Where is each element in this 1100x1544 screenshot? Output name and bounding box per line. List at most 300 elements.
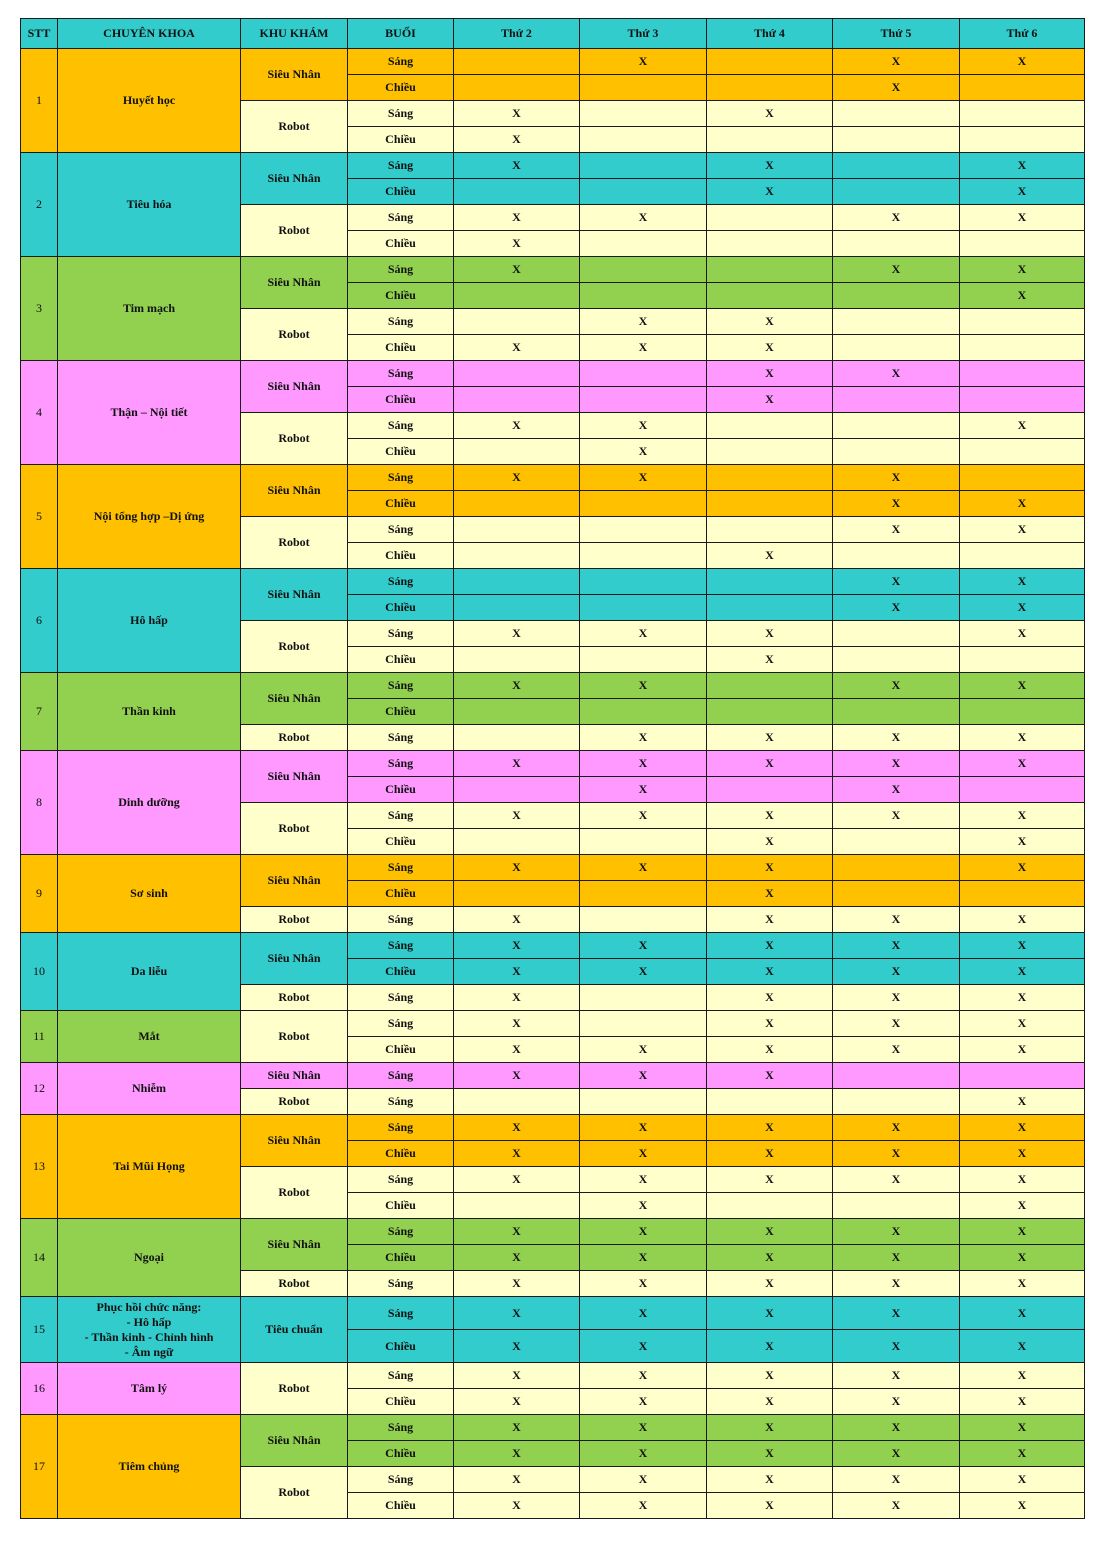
stt-cell: 11: [21, 1011, 58, 1063]
day-mark-cell: X: [580, 855, 707, 881]
day-mark-cell: X: [960, 829, 1085, 855]
specialty-name: Ngoại: [58, 1219, 241, 1297]
session-cell: Sáng: [348, 465, 454, 491]
day-mark-cell: [707, 595, 833, 621]
area-cell: Siêu Nhân: [241, 855, 348, 907]
day-mark-cell: X: [960, 1141, 1085, 1167]
day-mark-cell: X: [833, 569, 960, 595]
day-mark-cell: [960, 647, 1085, 673]
session-cell: Sáng: [348, 1467, 454, 1493]
day-mark-cell: [580, 907, 707, 933]
day-mark-cell: X: [454, 205, 580, 231]
area-cell: Robot: [241, 985, 348, 1011]
day-mark-cell: X: [707, 1271, 833, 1297]
day-mark-cell: X: [960, 621, 1085, 647]
area-cell: Robot: [241, 517, 348, 569]
area-cell: Tiêu chuẩn: [241, 1297, 348, 1363]
day-mark-cell: [454, 777, 580, 803]
day-mark-cell: X: [454, 127, 580, 153]
day-mark-cell: [580, 283, 707, 309]
session-cell: Sáng: [348, 49, 454, 75]
day-mark-cell: X: [580, 1271, 707, 1297]
session-cell: Chiều: [348, 829, 454, 855]
day-mark-cell: [707, 699, 833, 725]
table-row: [21, 569, 1085, 595]
day-mark-cell: [580, 881, 707, 907]
day-mark-cell: [833, 1089, 960, 1115]
table-row: [21, 465, 1085, 491]
area-cell: Robot: [241, 803, 348, 855]
day-mark-cell: X: [960, 283, 1085, 309]
day-mark-cell: X: [580, 1037, 707, 1063]
day-mark-cell: [960, 699, 1085, 725]
header-thu-4: Thứ 4: [707, 19, 833, 49]
day-mark-cell: X: [833, 725, 960, 751]
day-mark-cell: [454, 387, 580, 413]
day-mark-cell: X: [960, 959, 1085, 985]
day-mark-cell: X: [833, 1441, 960, 1467]
day-mark-cell: [454, 361, 580, 387]
day-mark-cell: [707, 491, 833, 517]
day-mark-cell: X: [833, 1330, 960, 1363]
day-mark-cell: X: [454, 1063, 580, 1089]
day-mark-cell: [707, 205, 833, 231]
day-mark-cell: X: [454, 231, 580, 257]
day-mark-cell: X: [833, 361, 960, 387]
day-mark-cell: X: [960, 1363, 1085, 1389]
day-mark-cell: [707, 777, 833, 803]
session-cell: Sáng: [348, 855, 454, 881]
day-mark-cell: X: [833, 673, 960, 699]
day-mark-cell: [833, 621, 960, 647]
day-mark-cell: [833, 387, 960, 413]
day-mark-cell: [707, 75, 833, 101]
day-mark-cell: X: [454, 933, 580, 959]
day-mark-cell: [833, 101, 960, 127]
session-cell: Sáng: [348, 517, 454, 543]
day-mark-cell: X: [580, 1389, 707, 1415]
day-mark-cell: X: [580, 1193, 707, 1219]
day-mark-cell: X: [580, 803, 707, 829]
day-mark-cell: X: [580, 777, 707, 803]
session-cell: Chiều: [348, 595, 454, 621]
day-mark-cell: X: [454, 1297, 580, 1330]
day-mark-cell: [707, 231, 833, 257]
specialty-name: Tiêu hóa: [58, 153, 241, 257]
day-mark-cell: X: [707, 881, 833, 907]
day-mark-cell: X: [833, 1037, 960, 1063]
session-cell: Chiều: [348, 777, 454, 803]
day-mark-cell: X: [707, 309, 833, 335]
day-mark-cell: X: [833, 1467, 960, 1493]
day-mark-cell: [707, 439, 833, 465]
day-mark-cell: X: [833, 1219, 960, 1245]
day-mark-cell: X: [833, 1167, 960, 1193]
day-mark-cell: [833, 335, 960, 361]
day-mark-cell: [580, 543, 707, 569]
day-mark-cell: [833, 153, 960, 179]
day-mark-cell: X: [960, 491, 1085, 517]
stt-cell: 9: [21, 855, 58, 933]
day-mark-cell: [580, 829, 707, 855]
day-mark-cell: [960, 777, 1085, 803]
session-cell: Sáng: [348, 621, 454, 647]
day-mark-cell: [960, 543, 1085, 569]
day-mark-cell: [833, 829, 960, 855]
area-cell: Siêu Nhân: [241, 1115, 348, 1167]
day-mark-cell: [454, 725, 580, 751]
day-mark-cell: X: [580, 751, 707, 777]
day-mark-cell: X: [707, 829, 833, 855]
day-mark-cell: X: [707, 361, 833, 387]
day-mark-cell: [707, 257, 833, 283]
day-mark-cell: X: [454, 673, 580, 699]
day-mark-cell: [833, 413, 960, 439]
day-mark-cell: X: [960, 1193, 1085, 1219]
day-mark-cell: X: [707, 1389, 833, 1415]
stt-cell: 15: [21, 1297, 58, 1363]
day-mark-cell: X: [960, 751, 1085, 777]
day-mark-cell: X: [580, 725, 707, 751]
specialty-name: Nhiễm: [58, 1063, 241, 1115]
day-mark-cell: [833, 1193, 960, 1219]
day-mark-cell: [580, 1089, 707, 1115]
day-mark-cell: X: [960, 1467, 1085, 1493]
area-cell: Siêu Nhân: [241, 1063, 348, 1089]
day-mark-cell: X: [454, 101, 580, 127]
day-mark-cell: X: [454, 1271, 580, 1297]
stt-cell: 12: [21, 1063, 58, 1115]
day-mark-cell: [454, 49, 580, 75]
day-mark-cell: X: [833, 1493, 960, 1519]
day-mark-cell: [580, 517, 707, 543]
day-mark-cell: X: [707, 1219, 833, 1245]
day-mark-cell: X: [454, 153, 580, 179]
session-cell: Chiều: [348, 1193, 454, 1219]
session-cell: Sáng: [348, 1415, 454, 1441]
day-mark-cell: X: [580, 1493, 707, 1519]
session-cell: Sáng: [348, 1089, 454, 1115]
day-mark-cell: X: [707, 1467, 833, 1493]
day-mark-cell: [960, 101, 1085, 127]
area-cell: Robot: [241, 309, 348, 361]
day-mark-cell: X: [707, 933, 833, 959]
day-mark-cell: X: [580, 959, 707, 985]
day-mark-cell: X: [454, 855, 580, 881]
day-mark-cell: X: [707, 1141, 833, 1167]
day-mark-cell: [707, 127, 833, 153]
day-mark-cell: X: [960, 49, 1085, 75]
day-mark-cell: X: [707, 1297, 833, 1330]
day-mark-cell: X: [960, 257, 1085, 283]
day-mark-cell: [833, 179, 960, 205]
day-mark-cell: X: [833, 933, 960, 959]
day-mark-cell: [580, 595, 707, 621]
day-mark-cell: X: [960, 595, 1085, 621]
day-mark-cell: X: [454, 335, 580, 361]
day-mark-cell: [960, 75, 1085, 101]
table-row: [21, 1115, 1085, 1141]
day-mark-cell: X: [833, 1389, 960, 1415]
day-mark-cell: X: [707, 725, 833, 751]
session-cell: Sáng: [348, 1271, 454, 1297]
session-cell: Sáng: [348, 673, 454, 699]
specialty-name: Thần kinh: [58, 673, 241, 751]
area-cell: Siêu Nhân: [241, 933, 348, 985]
day-mark-cell: X: [707, 1363, 833, 1389]
session-cell: Chiều: [348, 1245, 454, 1271]
day-mark-cell: X: [960, 1245, 1085, 1271]
day-mark-cell: [454, 179, 580, 205]
day-mark-cell: X: [707, 179, 833, 205]
session-cell: Sáng: [348, 361, 454, 387]
area-cell: Robot: [241, 413, 348, 465]
day-mark-cell: X: [833, 491, 960, 517]
session-cell: Sáng: [348, 907, 454, 933]
day-mark-cell: [454, 829, 580, 855]
specialty-name: Dinh dưỡng: [58, 751, 241, 855]
day-mark-cell: [833, 231, 960, 257]
day-mark-cell: [833, 127, 960, 153]
day-mark-cell: [580, 179, 707, 205]
area-cell: Siêu Nhân: [241, 153, 348, 205]
day-mark-cell: [960, 881, 1085, 907]
day-mark-cell: X: [960, 569, 1085, 595]
day-mark-cell: X: [580, 1363, 707, 1389]
day-mark-cell: X: [960, 153, 1085, 179]
day-mark-cell: [960, 335, 1085, 361]
day-mark-cell: X: [960, 1441, 1085, 1467]
day-mark-cell: [960, 231, 1085, 257]
day-mark-cell: X: [580, 413, 707, 439]
specialty-name: Tiêm chủng: [58, 1415, 241, 1519]
day-mark-cell: X: [960, 1037, 1085, 1063]
day-mark-cell: X: [960, 179, 1085, 205]
session-cell: Sáng: [348, 153, 454, 179]
stt-cell: 6: [21, 569, 58, 673]
stt-cell: 17: [21, 1415, 58, 1519]
session-cell: Sáng: [348, 205, 454, 231]
session-cell: Chiều: [348, 699, 454, 725]
table-row: [21, 257, 1085, 283]
table-row: [21, 153, 1085, 179]
day-mark-cell: X: [833, 595, 960, 621]
session-cell: Chiều: [348, 1441, 454, 1467]
day-mark-cell: [707, 49, 833, 75]
day-mark-cell: X: [454, 907, 580, 933]
area-cell: Siêu Nhân: [241, 1415, 348, 1467]
day-mark-cell: X: [707, 1115, 833, 1141]
header-buoi: BUỔI: [348, 19, 454, 49]
session-cell: Sáng: [348, 257, 454, 283]
day-mark-cell: X: [960, 803, 1085, 829]
day-mark-cell: [707, 673, 833, 699]
session-cell: Sáng: [348, 985, 454, 1011]
day-mark-cell: [454, 491, 580, 517]
session-cell: Chiều: [348, 127, 454, 153]
header-thu-5: Thứ 5: [833, 19, 960, 49]
day-mark-cell: X: [833, 751, 960, 777]
session-cell: Chiều: [348, 1141, 454, 1167]
day-mark-cell: X: [707, 803, 833, 829]
day-mark-cell: [833, 1063, 960, 1089]
session-cell: Sáng: [348, 1063, 454, 1089]
day-mark-cell: [580, 127, 707, 153]
day-mark-cell: X: [960, 725, 1085, 751]
day-mark-cell: X: [707, 907, 833, 933]
day-mark-cell: [454, 517, 580, 543]
day-mark-cell: [580, 231, 707, 257]
day-mark-cell: X: [580, 439, 707, 465]
area-cell: Siêu Nhân: [241, 569, 348, 621]
header-stt: STT: [21, 19, 58, 49]
day-mark-cell: X: [454, 1467, 580, 1493]
specialty-name: Phục hồi chức năng: - Hô hấp - Thần kinh - Chỉnh hình - Âm ngữ: [58, 1297, 241, 1363]
session-cell: Chiều: [348, 283, 454, 309]
day-mark-cell: X: [707, 959, 833, 985]
day-mark-cell: X: [454, 257, 580, 283]
header-khu-kham: KHU KHÁM: [241, 19, 348, 49]
day-mark-cell: [580, 101, 707, 127]
day-mark-cell: X: [707, 543, 833, 569]
day-mark-cell: X: [707, 1415, 833, 1441]
day-mark-cell: X: [960, 1219, 1085, 1245]
stt-cell: 3: [21, 257, 58, 361]
day-mark-cell: [454, 647, 580, 673]
day-mark-cell: X: [707, 1167, 833, 1193]
session-cell: Chiều: [348, 959, 454, 985]
day-mark-cell: [454, 881, 580, 907]
table-row: [21, 1063, 1085, 1089]
specialty-name: Nội tổng hợp –Dị ứng: [58, 465, 241, 569]
day-mark-cell: X: [580, 465, 707, 491]
day-mark-cell: [960, 127, 1085, 153]
area-cell: Siêu Nhân: [241, 361, 348, 413]
day-mark-cell: [833, 543, 960, 569]
day-mark-cell: X: [960, 1089, 1085, 1115]
area-cell: Siêu Nhân: [241, 673, 348, 725]
day-mark-cell: [454, 283, 580, 309]
day-mark-cell: X: [454, 1330, 580, 1363]
day-mark-cell: [454, 75, 580, 101]
day-mark-cell: [454, 569, 580, 595]
day-mark-cell: [580, 1011, 707, 1037]
table-row: [21, 361, 1085, 387]
day-mark-cell: X: [454, 1363, 580, 1389]
day-mark-cell: X: [454, 803, 580, 829]
day-mark-cell: [580, 985, 707, 1011]
day-mark-cell: X: [580, 1141, 707, 1167]
session-cell: Sáng: [348, 725, 454, 751]
session-cell: Chiều: [348, 491, 454, 517]
day-mark-cell: [707, 517, 833, 543]
session-cell: Chiều: [348, 881, 454, 907]
day-mark-cell: X: [707, 153, 833, 179]
area-cell: Robot: [241, 205, 348, 257]
specialty-name: Mắt: [58, 1011, 241, 1063]
stt-cell: 8: [21, 751, 58, 855]
day-mark-cell: X: [454, 1141, 580, 1167]
session-cell: Sáng: [348, 309, 454, 335]
day-mark-cell: [580, 75, 707, 101]
day-mark-cell: [454, 439, 580, 465]
table-row: [21, 49, 1085, 75]
day-mark-cell: [580, 569, 707, 595]
day-mark-cell: X: [960, 673, 1085, 699]
session-cell: Sáng: [348, 751, 454, 777]
day-mark-cell: X: [454, 985, 580, 1011]
session-cell: Sáng: [348, 1219, 454, 1245]
day-mark-cell: [833, 283, 960, 309]
session-cell: Chiều: [348, 1330, 454, 1363]
day-mark-cell: X: [833, 517, 960, 543]
day-mark-cell: X: [580, 335, 707, 361]
day-mark-cell: X: [833, 1141, 960, 1167]
session-cell: Sáng: [348, 101, 454, 127]
day-mark-cell: X: [580, 1415, 707, 1441]
session-cell: Sáng: [348, 569, 454, 595]
session-cell: Sáng: [348, 1297, 454, 1330]
session-cell: Sáng: [348, 803, 454, 829]
specialty-name: Tim mạch: [58, 257, 241, 361]
day-mark-cell: [833, 699, 960, 725]
day-mark-cell: [707, 465, 833, 491]
day-mark-cell: X: [454, 959, 580, 985]
day-mark-cell: X: [707, 647, 833, 673]
session-cell: Chiều: [348, 1389, 454, 1415]
day-mark-cell: X: [707, 101, 833, 127]
day-mark-cell: X: [580, 1441, 707, 1467]
day-mark-cell: X: [833, 75, 960, 101]
day-mark-cell: X: [454, 1219, 580, 1245]
session-cell: Sáng: [348, 1363, 454, 1389]
day-mark-cell: X: [707, 1011, 833, 1037]
day-mark-cell: X: [454, 1441, 580, 1467]
day-mark-cell: [960, 309, 1085, 335]
day-mark-cell: X: [707, 387, 833, 413]
schedule-body: [21, 49, 1085, 1519]
stt-cell: 7: [21, 673, 58, 751]
day-mark-cell: X: [960, 907, 1085, 933]
session-cell: Sáng: [348, 1167, 454, 1193]
day-mark-cell: [707, 1193, 833, 1219]
day-mark-cell: X: [580, 673, 707, 699]
day-mark-cell: [454, 543, 580, 569]
specialty-name: Sơ sinh: [58, 855, 241, 933]
day-mark-cell: [960, 439, 1085, 465]
day-mark-cell: [833, 439, 960, 465]
day-mark-cell: X: [580, 933, 707, 959]
session-cell: Chiều: [348, 335, 454, 361]
day-mark-cell: [707, 569, 833, 595]
area-cell: Robot: [241, 1467, 348, 1519]
day-mark-cell: X: [833, 907, 960, 933]
day-mark-cell: X: [960, 1297, 1085, 1330]
session-cell: Chiều: [348, 1493, 454, 1519]
day-mark-cell: X: [580, 1245, 707, 1271]
day-mark-cell: X: [707, 985, 833, 1011]
day-mark-cell: X: [580, 309, 707, 335]
table-row: [21, 751, 1085, 777]
day-mark-cell: X: [454, 1245, 580, 1271]
day-mark-cell: X: [833, 1297, 960, 1330]
table-row: [21, 1297, 1085, 1330]
day-mark-cell: X: [454, 1167, 580, 1193]
day-mark-cell: X: [454, 1493, 580, 1519]
specialty-name: Da liễu: [58, 933, 241, 1011]
day-mark-cell: [580, 257, 707, 283]
day-mark-cell: X: [580, 1167, 707, 1193]
